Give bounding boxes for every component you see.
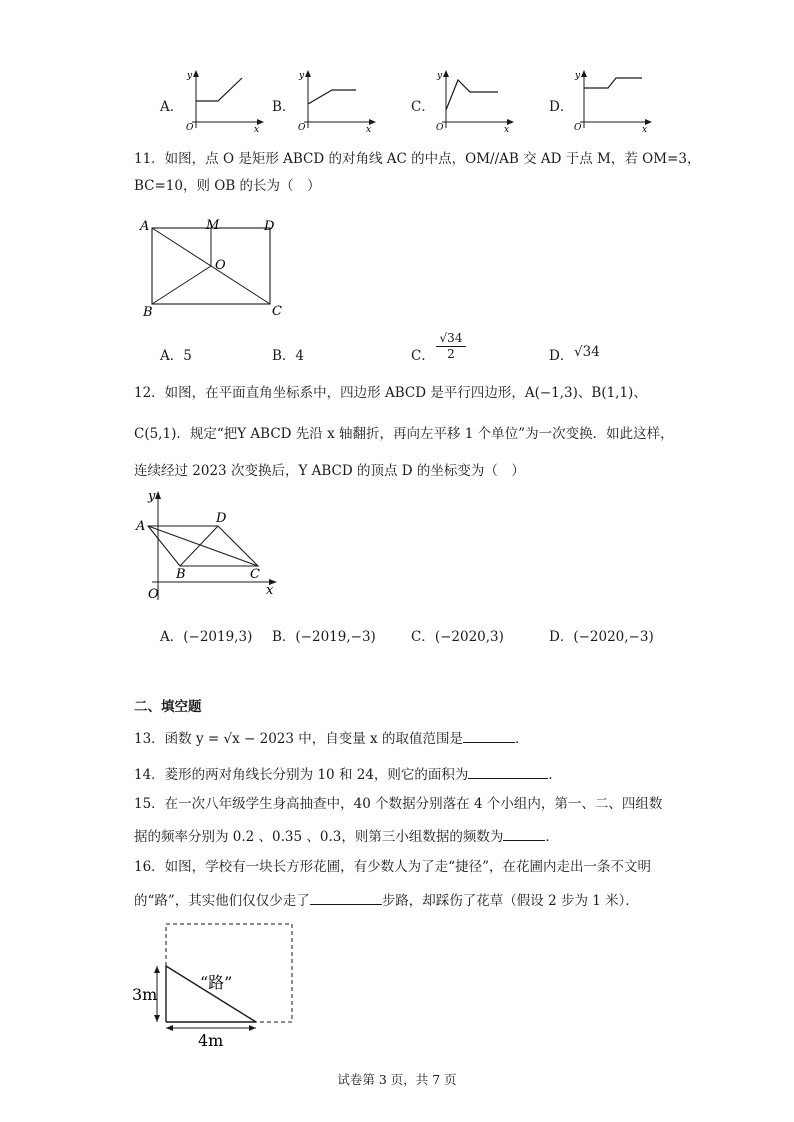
- q10-b-x: x: [366, 125, 372, 135]
- q10-c-y: y: [437, 71, 443, 81]
- q12-line1: 12．如图，在平面直角坐标系中，四边形 ABCD 是平行四边形，A(−1,3)、B(1,1)、: [134, 385, 647, 401]
- q12-label-x: x: [266, 583, 274, 598]
- q10-a-y: y: [187, 71, 193, 81]
- q10-option-b-label: B．: [272, 99, 296, 115]
- q10-graph-a: [178, 68, 268, 135]
- q10-graph-d: [566, 68, 656, 135]
- q12-option-d: D．(−2020,−3): [549, 629, 654, 645]
- q11-label-c: C: [272, 304, 282, 319]
- q13-text: 13．函数 y = √x − 2023 中，自变量 x 的取值范围是: [134, 731, 463, 747]
- q10-d-o: O: [574, 123, 582, 133]
- q12-option-a: A．(−2019,3): [160, 629, 253, 645]
- q16-width-label: 4m: [198, 1031, 224, 1050]
- q14-text: 14．菱形的两对角线长分别为 10 和 24，则它的面积为: [134, 767, 469, 783]
- q13-end: ．: [514, 731, 529, 747]
- q16-end: 步路，却踩伤了花草（假设 2 步为 1 米）．: [381, 893, 639, 909]
- q12-option-c: C．(−2020,3): [411, 629, 504, 645]
- q12-label-o: O: [148, 587, 159, 602]
- q12-label-d: D: [216, 511, 227, 526]
- q11-option-b: B．4: [272, 348, 305, 364]
- q11-label-d: D: [264, 219, 275, 234]
- q14: [134, 764, 562, 784]
- q11-label-a: A: [140, 219, 150, 234]
- q11-figure: [136, 216, 296, 320]
- q16-text: 的“路”，其实他们仅仅少走了: [134, 893, 310, 909]
- q16-road-label: “路”: [200, 973, 233, 992]
- q16-figure: [130, 920, 305, 1048]
- q15-answer-blank[interactable]: [503, 826, 545, 841]
- q14-answer-blank[interactable]: [468, 764, 548, 779]
- q12-label-y: y: [148, 489, 156, 504]
- section-title: 二、填空题: [134, 699, 202, 715]
- q11-label-o: O: [215, 258, 226, 273]
- q11-option-a: A．5: [160, 348, 192, 364]
- q10-b-y: y: [299, 71, 305, 81]
- q16-line2: [134, 890, 639, 910]
- q11-line1: 11．如图，点 O 是矩形 ABCD 的对角线 AC 的中点，OM//AB 交 AD 于点 M，若 OM=3，: [134, 151, 701, 167]
- q11-option-c-fraction: [436, 331, 466, 361]
- q10-d-x: x: [642, 125, 648, 135]
- q10-c-x: x: [504, 125, 510, 135]
- q13-answer-blank[interactable]: [463, 728, 515, 743]
- q10-graph-b: [290, 68, 380, 135]
- q10-a-o: O: [186, 123, 194, 133]
- q10-a-x: x: [254, 125, 260, 135]
- q10-b-o: O: [298, 123, 306, 133]
- q11-line2: BC=10，则 OB 的长为（ ）: [134, 178, 321, 194]
- q11-option-c-numerator: √34: [436, 331, 466, 347]
- q10-graph-c: [428, 68, 518, 135]
- q11-label-m: M: [206, 218, 220, 233]
- q11-option-c-denominator: 2: [447, 347, 455, 361]
- q10-option-c-label: C．: [411, 99, 435, 115]
- q12-figure: [134, 488, 284, 608]
- q10-d-y: y: [575, 71, 581, 81]
- q10-c-o: O: [436, 123, 444, 133]
- q12-option-b: B．(−2019,−3): [272, 629, 376, 645]
- q15-end: ．: [545, 829, 559, 845]
- q15-text: 据的频率分别为 0.2 、0.35 、0.3，则第三小组数据的频数为: [134, 829, 504, 845]
- q15-line1: 15．在一次八年级学生身高抽查中，40 个数据分别落在 4 个小组内，第一、二、四组数: [134, 796, 663, 812]
- q16-height-label: 3m: [132, 985, 158, 1004]
- q11-option-d-value: √34: [574, 344, 600, 360]
- q12-label-a: A: [136, 519, 146, 534]
- q16-answer-blank[interactable]: [310, 890, 382, 905]
- q14-end: ．: [548, 767, 562, 783]
- page-footer: 试卷第 3 页，共 7 页: [337, 1072, 457, 1087]
- q15-line2: [134, 826, 559, 846]
- q13: [134, 728, 528, 748]
- q12-line3: 连续经过 2023 次变换后，Y ABCD 的顶点 D 的坐标变为（ ）: [134, 463, 525, 479]
- q10-option-d-label: D．: [549, 99, 574, 115]
- q11-label-b: B: [143, 305, 153, 320]
- q12-label-b: B: [176, 567, 186, 582]
- q11-option-c-label: C．: [411, 348, 435, 364]
- q16-line1: 16．如图，学校有一块长方形花圃，有少数人为了走“捷径”，在花圃内走出一条不文明: [134, 859, 651, 875]
- q12-label-c: C: [250, 567, 260, 582]
- q12-line2: C(5,1)．规定“把Y ABCD 先沿 x 轴翻折，再向左平移 1 个单位”为一次变换．如此这样，: [134, 426, 674, 442]
- q10-option-a-label: A．: [160, 99, 184, 115]
- q11-option-d-label: D．: [549, 348, 574, 364]
